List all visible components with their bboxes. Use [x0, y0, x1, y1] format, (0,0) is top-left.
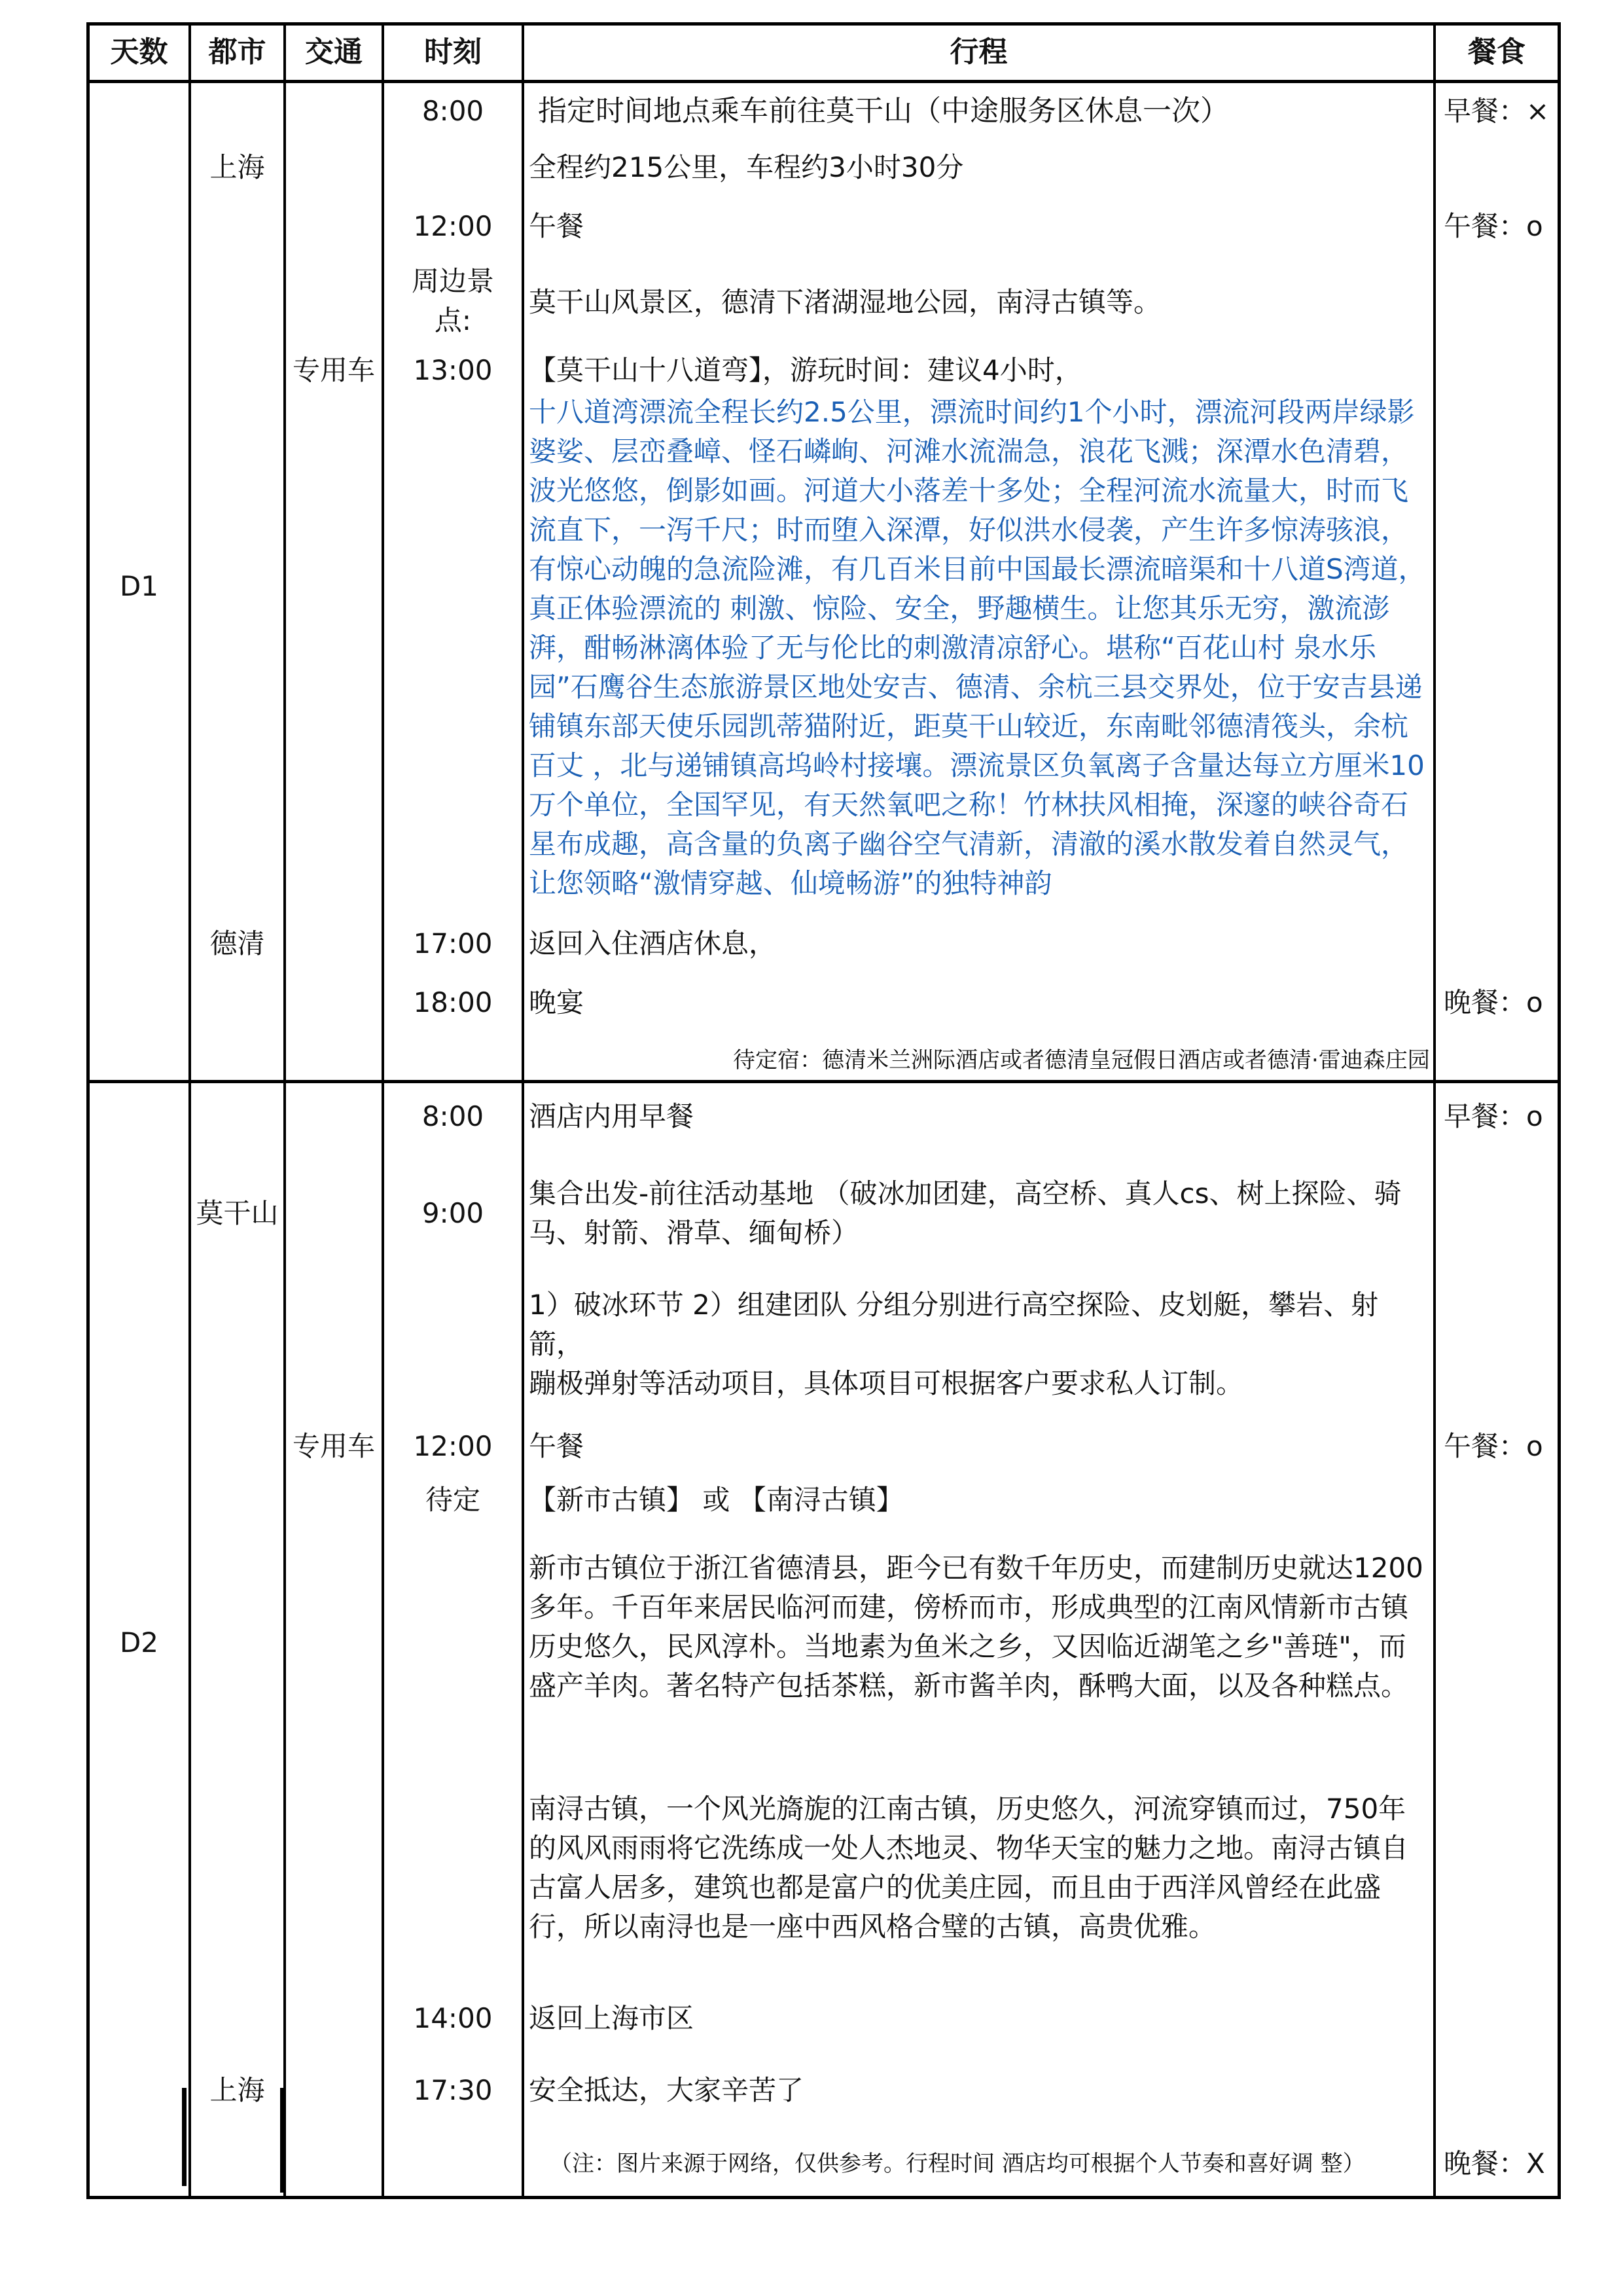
itinerary-text: 午餐	[529, 210, 584, 242]
grid-line	[1558, 22, 1561, 2199]
itinerary-text: 安全抵达，大家辛苦了	[529, 2074, 804, 2106]
day-label: D1	[119, 570, 159, 602]
meal-dinner: 晚餐：o	[1444, 986, 1543, 1018]
itinerary-text: 酒店内用早餐	[529, 1100, 694, 1132]
time-label: 9:00	[421, 1197, 484, 1229]
header-itinerary: 行程	[950, 35, 1008, 69]
transport-label: 专用车	[292, 1430, 375, 1462]
grid-line	[86, 22, 90, 2199]
time-label: 点:	[434, 304, 472, 336]
itinerary-text: 蹦极弹射等活动项目，具体项目可根据客户要求私人订制。	[529, 1367, 1244, 1399]
time-label: 17:00	[413, 927, 493, 960]
itinerary-text: 【莫干山十八道弯】，游玩时间：建议4小时，	[529, 354, 1082, 386]
itinerary-text: 集合出发-前往活动基地 （破冰加团建，高空桥、真人cs、树上探险、骑马、射箭、滑草、缅甸桥）	[529, 1177, 1402, 1249]
itinerary-text: 返回上海市区	[529, 2002, 694, 2034]
itinerary-text: 【新市古镇】 或 【南浔古镇】	[529, 1484, 904, 1516]
city-label: 莫干山	[196, 1197, 279, 1229]
grid-line	[283, 22, 286, 2199]
itinerary-text: 莫干山风景区，德清下渚湖湿地公园，南浔古镇等。	[529, 286, 1162, 318]
time-label: 待定	[425, 1484, 480, 1516]
time-label: 8:00	[421, 1100, 484, 1132]
grid-line	[182, 2088, 187, 2186]
footnote: （注：图片来源于网络，仅供参考。行程时间 酒店均可根据个人节奏和喜好调 整）	[550, 2151, 1365, 2177]
grid-line	[188, 22, 191, 2199]
time-label: 14:00	[413, 2002, 493, 2034]
grid-line	[522, 22, 524, 2199]
time-label: 13:00	[413, 354, 493, 386]
meal-dinner: 晚餐：X	[1444, 2147, 1545, 2179]
itinerary-text: 1）破冰环节 2）组建团队 分组分别进行高空探险、皮划艇，攀岩、射箭，	[529, 1289, 1379, 1360]
itinerary-text: 晚宴	[529, 986, 584, 1018]
time-label: 8:00	[421, 95, 484, 127]
itinerary-text: 指定时间地点乘车前往莫干山（中途服务区休息一次）	[538, 94, 1229, 128]
grid-line	[86, 2196, 1561, 2199]
meal-lunch: 午餐：o	[1444, 1430, 1543, 1462]
header-city: 都市	[208, 35, 266, 69]
city-label: 上海	[209, 151, 265, 183]
grid-line	[86, 1080, 1561, 1083]
itinerary-text: 返回入住酒店休息，	[529, 927, 777, 960]
hotel-note: 待定宿：德清米兰洲际酒店或者德清皇冠假日酒店或者德清·雷迪森庄园	[733, 1047, 1430, 1073]
day-label: D2	[119, 1626, 159, 1659]
header-meals: 餐食	[1468, 35, 1525, 69]
time-label: 12:00	[413, 1430, 493, 1462]
meal-breakfast: 早餐：o	[1444, 1100, 1543, 1132]
itinerary-text: 午餐	[529, 1430, 584, 1462]
grid-line	[1433, 22, 1436, 2199]
header-days: 天数	[110, 35, 168, 69]
transport-label: 专用车	[292, 354, 375, 386]
city-label: 德清	[209, 927, 265, 960]
xinshi-description: 新市古镇位于浙江省德清县，距今已有数千年历史，而建制历史就达1200多年。千百年来居民临河而建，傍桥而市，形成典型的江南风情新市古镇历史悠久，民风淳朴。当地素为鱼米之乡，又因临近湖笔之乡"善琏"，而盛产羊肉。著名特产包括茶糕，新市酱羊肉，酥鸭大面，以及各种糕点。	[529, 1552, 1423, 1702]
itinerary-text: 全程约215公里，车程约3小时30分	[529, 151, 964, 183]
time-label: 周边景	[411, 265, 494, 297]
city-label: 上海	[209, 2074, 265, 2106]
time-label: 18:00	[413, 986, 493, 1018]
header-transport: 交通	[305, 35, 363, 69]
nanxun-description: 南浔古镇，一个风光旖旎的江南古镇，历史悠久，河流穿镇而过，750年的风风雨雨将它洗练成一处人杰地灵、物华天宝的魅力之地。南浔古镇自古富人居多，建筑也都是富户的优美庄园，而且由于西洋风曾经在此盛行，所以南浔也是一座中西风格合璧的古镇，高贵优雅。	[529, 1793, 1409, 1943]
meal-breakfast: 早餐：×	[1444, 95, 1550, 127]
grid-line	[86, 80, 1561, 83]
grid-line	[86, 22, 1561, 26]
rafting-description: 十八道湾漂流全程长约2.5公里，漂流时间约1个小时，漂流河段两岸绿影婆娑、层峦叠嶂、怪石嶙峋、河滩水流湍急，浪花飞溅；深潭水色清碧，波光悠悠，倒影如画。河道大小落差十多处；全程河流水流量大，时而飞流直下，一泻千尺；时而堕入深潭，好似洪水侵袭，产生许多惊涛骇浪，有惊心动魄的急流险滩，有几百米目前中国最长漂流暗渠和十八道S湾道，真正体验漂流的 刺激、惊险、安全，野趣横生。让您其乐无穷，激流澎湃，酣畅淋漓体验了无与伦比的刺激清凉舒心。堪称“百花山村 泉水乐园”石鹰谷生态旅游景区地处安吉、德清、余杭三县交界处，位于安吉县递铺镇东部天使乐园凯蒂猫附近，距莫干山较近，东南毗邻德清筏头，余杭百丈 ，北与递铺镇高坞岭村接壤。漂流景区负氧离子含量达每立方厘米10万个单位，全国罕见，有天然氧吧之称！竹林扶风相掩，深邃的峡谷奇石星布成趣，高含量的负离子幽谷空气清新，清澈的溪水散发着自然灵气，让您领略“激情穿越、仙境畅游”的独特神韵	[529, 396, 1426, 899]
time-label: 12:00	[413, 210, 493, 242]
meal-lunch: 午餐：o	[1444, 210, 1543, 242]
time-label: 17:30	[413, 2074, 493, 2106]
header-time: 时刻	[424, 35, 482, 69]
